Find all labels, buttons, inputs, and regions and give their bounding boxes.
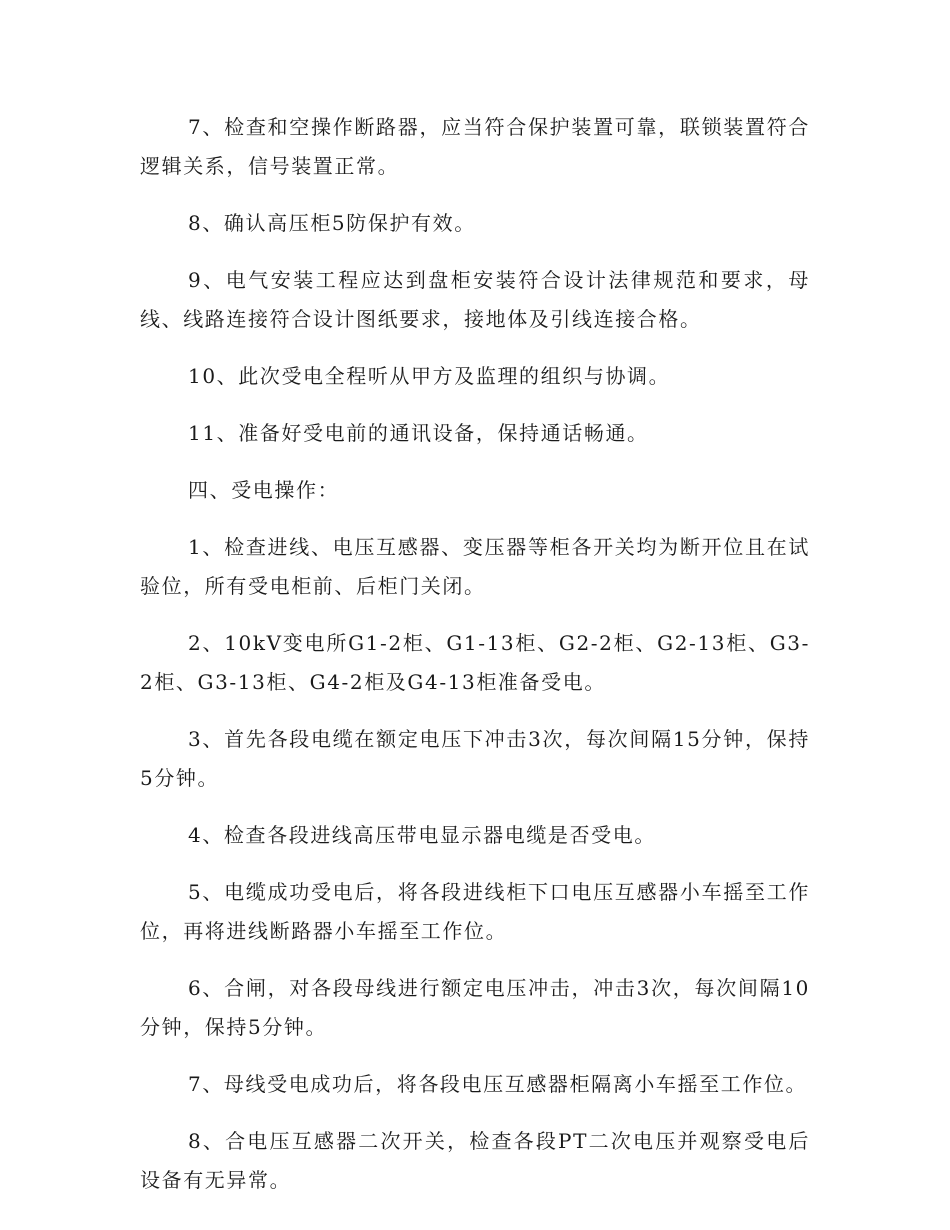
paragraph-item-10-coordination: 10、此次受电全程听从甲方及监理的组织与协调。	[188, 364, 671, 388]
paragraph-item-7-breaker-check: 7、检查和空操作断路器，应当符合保护装置可靠，联锁装置符合逻辑关系，信号装置正常。	[140, 115, 810, 178]
document-body	[140, 108, 810, 1218]
paragraph-step-2-cabinets-ready: 2、10kV变电所G1-2柜、G1-13柜、G2-2柜、G2-13柜、G3-2柜、G3-13柜、G4-2柜及G4-13柜准备受电。	[140, 631, 810, 694]
paragraph-item-11-communication: 11、准备好受电前的通讯设备，保持通话畅通。	[188, 421, 649, 445]
paragraph-item-8-five-protection: 8、确认高压柜5防保护有效。	[188, 211, 476, 235]
paragraph-item-9-installation-standard: 9、电气安装工程应达到盘柜安装符合设计法律规范和要求，母线、线路连接符合设计图纸要求，接地体及引线连接合格。	[140, 268, 810, 331]
paragraph-step-6-close-breaker: 6、合闸，对各段母线进行额定电压冲击，冲击3次，每次间隔10分钟，保持5分钟。	[140, 976, 810, 1039]
section-heading-power-operation: 四、受电操作：	[188, 478, 340, 502]
paragraph-step-5-rack-in: 5、电缆成功受电后，将各段进线柜下口电压互感器小车摇至工作位，再将进线断路器小车摇至工作位。	[140, 880, 810, 943]
paragraph-step-8-pt-secondary: 8、合电压互感器二次开关，检查各段PT二次电压并观察受电后设备有无异常。	[140, 1129, 810, 1192]
paragraph-step-7-isolation-cart: 7、母线受电成功后，将各段电压互感器柜隔离小车摇至工作位。	[188, 1072, 808, 1096]
paragraph-step-1-check-switches: 1、检查进线、电压互感器、变压器等柜各开关均为断开位且在试验位，所有受电柜前、后柜门关闭。	[140, 535, 810, 598]
paragraph-step-4-check-display: 4、检查各段进线高压带电显示器电缆是否受电。	[188, 823, 656, 847]
paragraph-step-3-cable-impact: 3、首先各段电缆在额定电压下冲击3次，每次间隔15分钟，保持5分钟。	[140, 727, 810, 790]
